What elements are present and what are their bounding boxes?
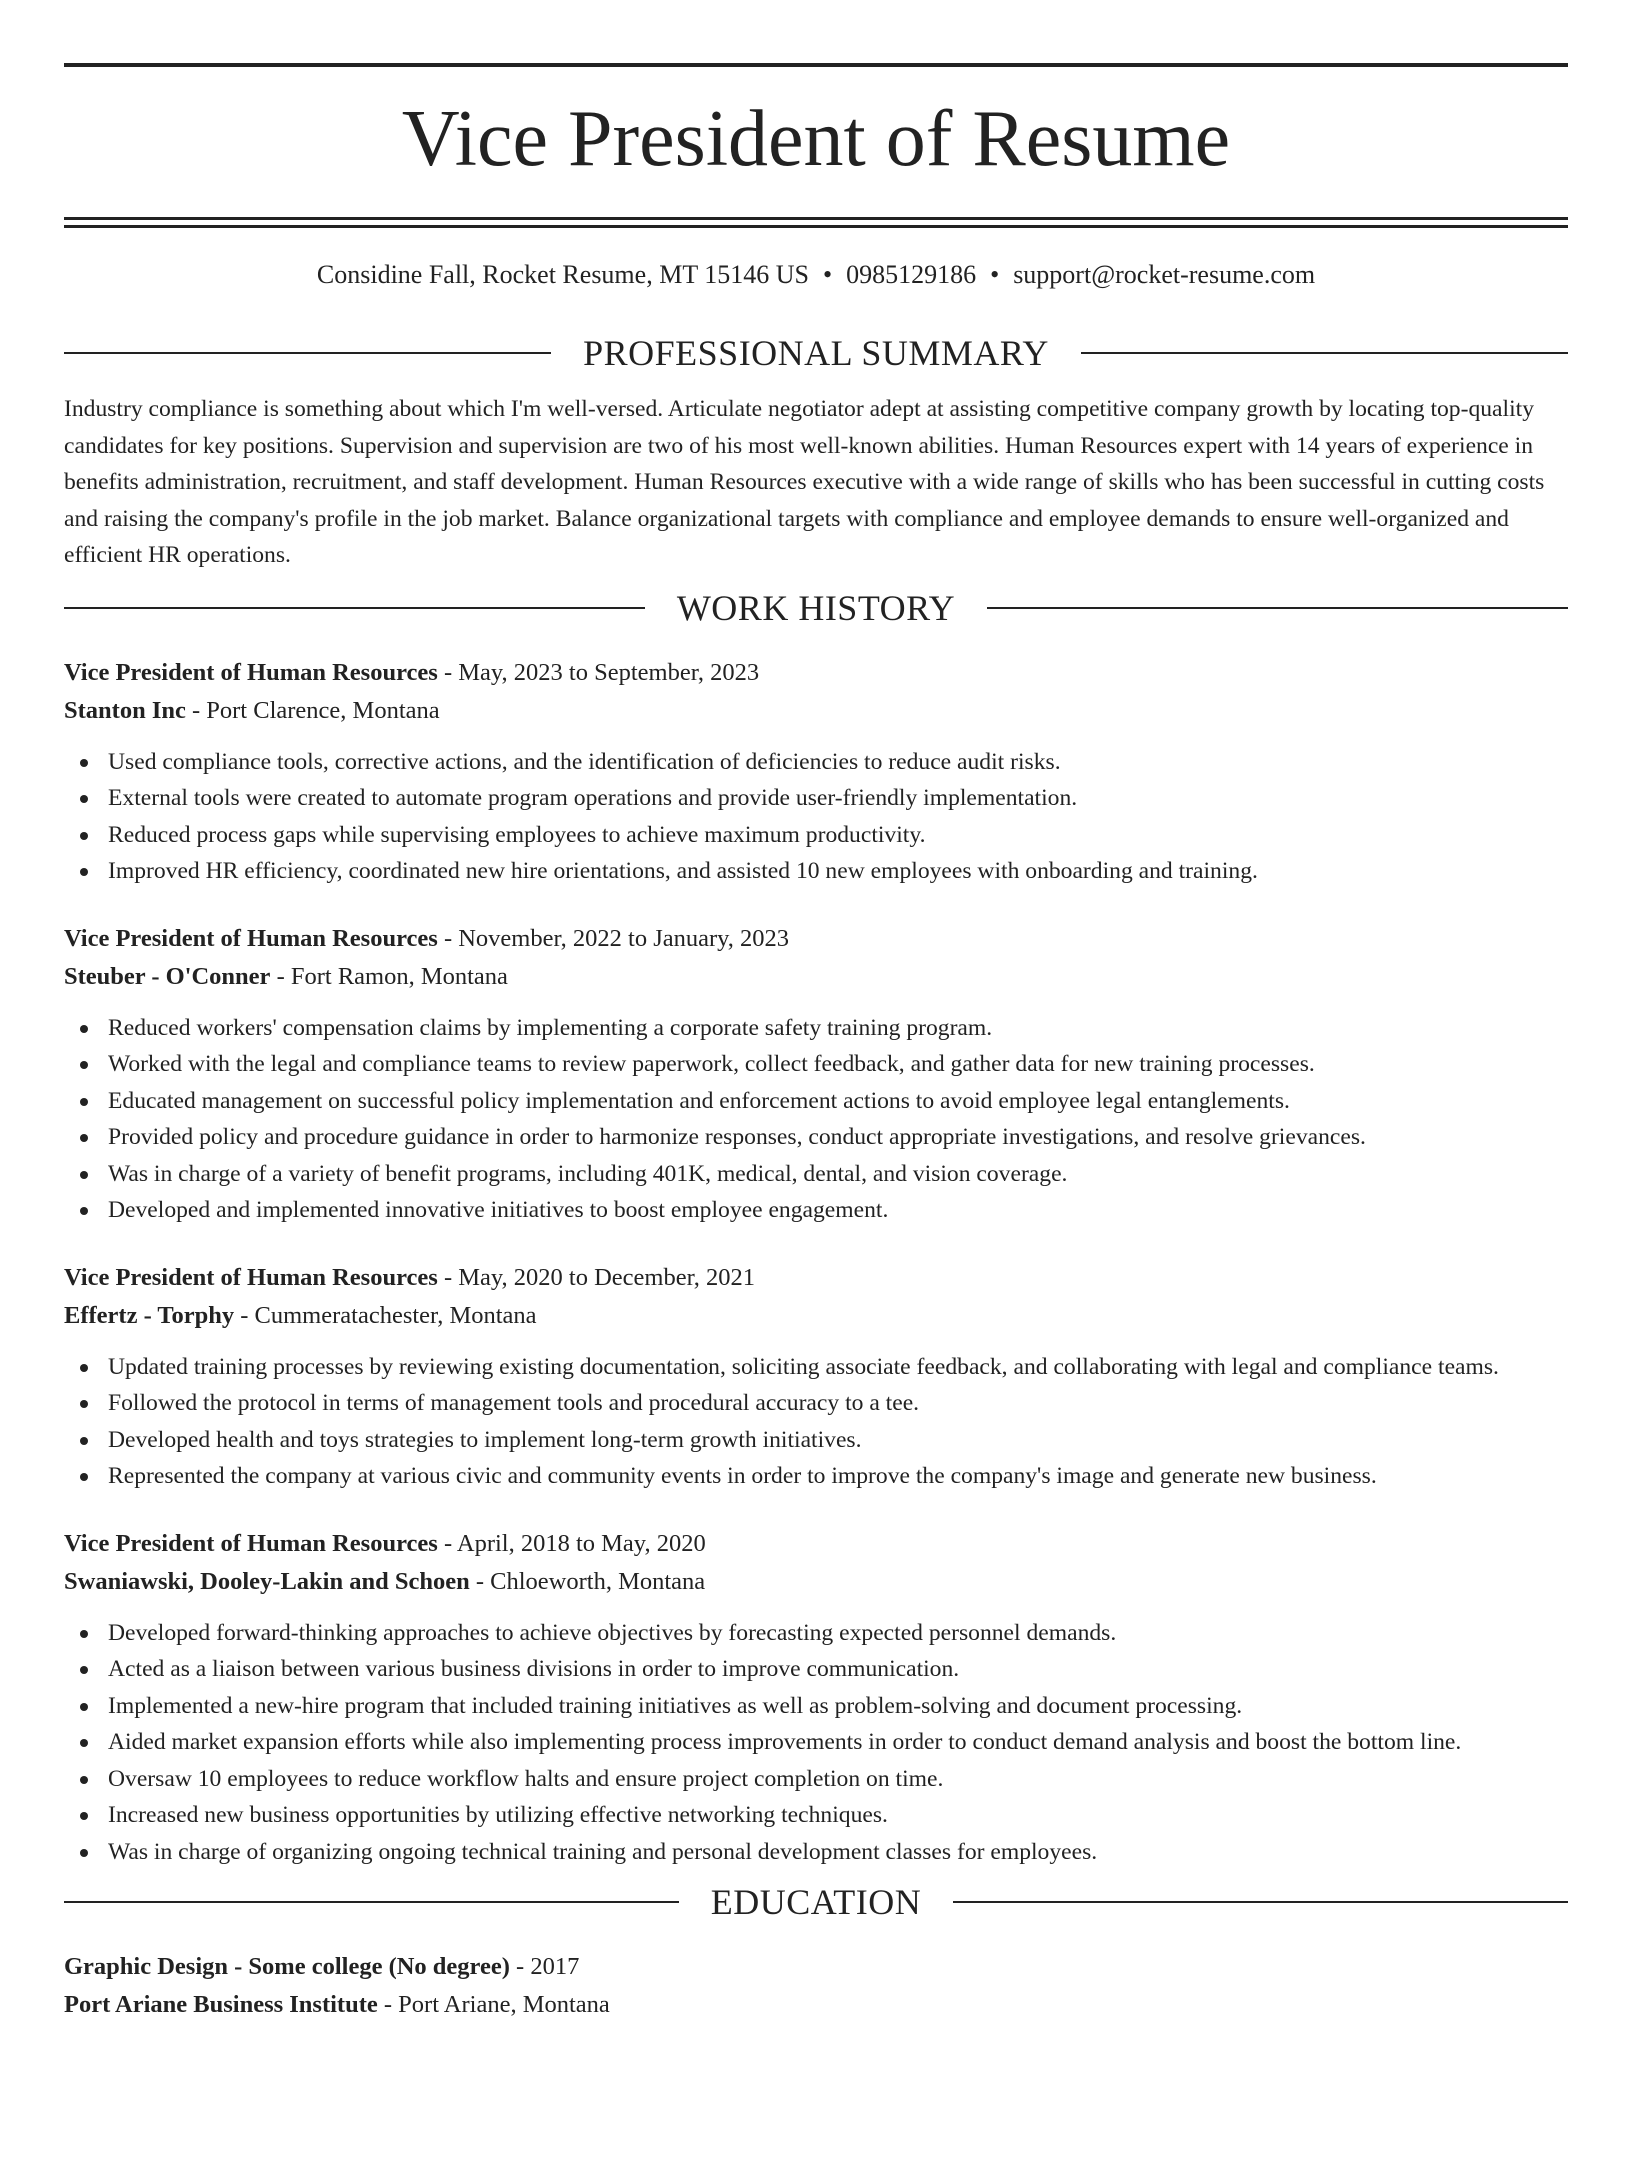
bullet-item [64,1010,1568,1047]
heading-rule-right [953,1901,1568,1903]
bullet-text: Developed health and toys strategies to implement long-term growth initiatives. [108,1426,862,1453]
job-bullet-list [64,1615,1568,1871]
school-name: Port Ariane Business Institute [64,1991,378,2018]
bullet-icon [80,868,88,876]
section-heading-label: PROFESSIONAL SUMMARY [583,333,1049,373]
bullet-item [64,1385,1568,1422]
bullet-item [64,853,1568,890]
bullet-item [64,1083,1568,1120]
bullet-text: Used compliance tools, corrective actions, and the identification of deficiencies to reduce audit risks. [108,748,1061,775]
job-company-line [64,692,1568,730]
bullet-icon [80,1437,88,1445]
job-dates: - November, 2022 to January, 2023 [437,924,790,952]
job-company-line [64,1563,1568,1601]
heading-rule-left [64,352,551,354]
bullet-icon [80,1098,88,1106]
heading-rule-right [1081,352,1568,354]
school-location: - Port Ariane, Montana [377,1991,610,2018]
job-bullet-list [64,1010,1568,1229]
education-school-line [64,1986,1568,2024]
bullet-icon [80,1630,88,1638]
bullet-icon [80,1703,88,1711]
section-heading-label: EDUCATION [710,1882,922,1922]
education-year: - 2017 [509,1953,580,1980]
job-title: Vice President of Human Resources [64,658,438,686]
bullet-item [64,1422,1568,1459]
bullet-text: Developed and implemented innovative initiatives to boost employee engagement. [108,1197,889,1223]
job-entry [64,1259,1568,1495]
contact-separator: • [990,260,1000,289]
bullet-text: External tools were created to automate program operations and provide user-friendly implementation. [108,785,1078,811]
company-name: Stanton Inc [64,696,186,724]
section-heading-education [64,1884,1568,1920]
bullet-text: Acted as a liaison between various business divisions in order to improve communication. [108,1656,960,1682]
bullet-item [64,817,1568,854]
bullet-item [64,1119,1568,1156]
bullet-icon [80,1025,88,1033]
contact-separator: • [822,260,833,289]
company-location: - Chloeworth, Montana [469,1567,706,1595]
summary-text: Industry compliance is something about which I'm well-versed. Articulate negotiator adept at assisting competitive company growth by locating top-quality candidates for key positions. Supervision and supervision are two of his most well-known abilities. Human Resources expert with 14 years of experience in benefits administration, recruitment, and staff development. Human Resources executive with a wide range of skills who has been successful in cutting costs and raising the company's profile in the job market. Balance organizational targets with compliance and employee demands to ensure well-organized and efficient HR operations. [64,396,1545,568]
title-double-rule [64,217,1568,228]
bullet-text: Represented the company at various civic and community events in order to improve the company's image and generate new business. [108,1463,1377,1489]
job-dates: - April, 2018 to May, 2020 [437,1529,706,1557]
job-bullet-list [64,744,1568,890]
bullet-item [64,1834,1568,1871]
bullet-text: Updated training processes by reviewing existing documentation, soliciting associate feedback, and collaborating with legal and compliance teams. [108,1353,1499,1380]
bullet-item [64,1046,1568,1083]
heading-rule-left [64,1901,679,1903]
bullet-icon [80,1473,88,1481]
education-degree: Graphic Design - Some college (No degree) [64,1953,510,1980]
company-location: - Cummeratachester, Montana [234,1301,537,1329]
heading-rule-right [987,607,1568,609]
bullet-item [64,1761,1568,1798]
bullet-text: Followed the protocol in terms of management tools and procedural accuracy to a tee. [108,1390,920,1416]
bullet-item [64,1797,1568,1834]
bullet-icon [80,1776,88,1784]
bullet-icon [80,1849,88,1857]
bullet-icon [80,1061,88,1069]
bullet-item [64,1458,1568,1495]
heading-rule-left [64,607,645,609]
job-company-line [64,958,1568,996]
bullet-icon [80,1666,88,1674]
job-title-line [64,920,1568,958]
job-company-line [64,1297,1568,1335]
bullet-icon [80,1134,88,1142]
job-entry [64,654,1568,890]
bullet-text: Developed forward-thinking approaches to achieve objectives by forecasting expected personnel demands. [108,1619,1117,1646]
resume-title: Vice President of Resume [401,95,1231,183]
bullet-text: Educated management on successful policy implementation and enforcement actions to avoid employee legal entanglements. [108,1087,1290,1114]
bullet-text: Reduced workers' compensation claims by implementing a corporate safety training program. [108,1014,993,1041]
company-name: Steuber - O'Conner [64,962,271,990]
bullet-item [64,1192,1568,1229]
job-dates: - May, 2020 to December, 2021 [437,1263,756,1291]
bullet-text: Aided market expansion efforts while also implementing process improvements in order to conduct demand analysis and boost the bottom line. [108,1729,1462,1755]
company-location: - Port Clarence, Montana [185,696,440,724]
bullet-icon [80,795,88,803]
section-heading-summary [64,335,1568,371]
job-title-line [64,654,1568,692]
bullet-text: Improved HR efficiency, coordinated new hire orientations, and assisted 10 new employees with onboarding and training. [108,858,1258,884]
bullet-text: Was in charge of organizing ongoing technical training and personal development classes for employees. [108,1838,1098,1865]
bullet-item [64,1615,1568,1652]
bullet-text: Reduced process gaps while supervising employees to achieve maximum productivity. [108,821,926,848]
bullet-icon [80,832,88,840]
company-name: Effertz - Torphy [64,1301,235,1329]
job-bullet-list [64,1349,1568,1495]
bullet-item [64,1688,1568,1725]
contact-line [64,262,1568,288]
bullet-item [64,1349,1568,1386]
section-heading-work-history [64,587,1568,628]
company-name: Swaniawski, Dooley-Lakin and Schoen [64,1567,470,1595]
contact-email[interactable]: support@rocket-resume.com [1013,260,1316,289]
bullet-icon [80,1207,88,1215]
bullet-text: Oversaw 10 employees to reduce workflow halts and ensure project completion on time. [108,1765,944,1792]
bullet-icon [80,1739,88,1747]
bullet-text: Provided policy and procedure guidance in order to harmonize responses, conduct appropriate investigations, and resolve grievances. [108,1124,1366,1150]
bullet-item [64,780,1568,817]
bullet-item [64,1651,1568,1688]
contact-phone: 0985129186 [846,260,977,289]
job-dates: - May, 2023 to September, 2023 [437,658,760,686]
job-entry [64,920,1568,1229]
education-list [64,1948,1568,2024]
education-degree-line [64,1948,1568,1986]
bullet-text: Implemented a new-hire program that included training initiatives as well as problem-solving and document processing. [108,1692,1243,1719]
resume-page [0,63,1632,2175]
bullet-item [64,1156,1568,1193]
bullet-text: Was in charge of a variety of benefit programs, including 401K, medical, dental, and vision coverage. [108,1160,1068,1187]
section-heading-label: WORK HISTORY [676,587,956,628]
job-entry [64,1525,1568,1871]
bullet-icon [80,1400,88,1408]
bullet-item [64,744,1568,781]
bullet-text: Worked with the legal and compliance teams to review paperwork, collect feedback, and gather data for new training processes. [108,1051,1315,1077]
company-location: - Fort Ramon, Montana [270,962,508,990]
work-history-list [64,654,1568,1871]
bullet-icon [80,1812,88,1820]
job-title: Vice President of Human Resources [64,924,438,952]
bullet-text: Increased new business opportunities by utilizing effective networking techniques. [108,1802,888,1828]
contact-address: Considine Fall, Rocket Resume, MT 15146 US [316,260,809,289]
job-title-line [64,1259,1568,1297]
job-title: Vice President of Human Resources [64,1263,438,1291]
job-title: Vice President of Human Resources [64,1529,438,1557]
bullet-icon [80,759,88,767]
bullet-icon [80,1171,88,1179]
education-entry [64,1948,1568,2024]
bullet-item [64,1724,1568,1761]
job-title-line [64,1525,1568,1563]
bullet-icon [80,1364,88,1372]
